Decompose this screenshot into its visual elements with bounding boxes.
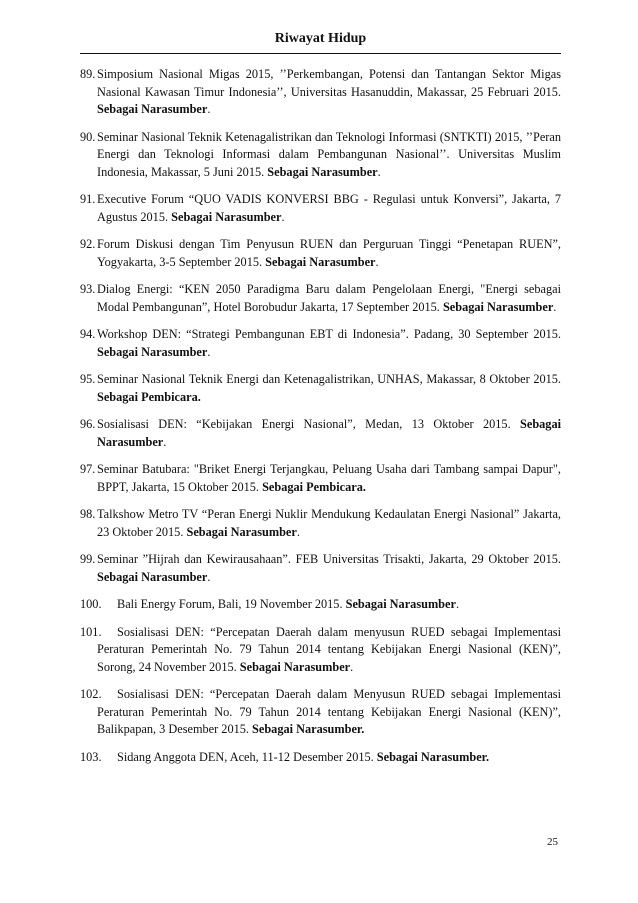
item-text: Simposium Nasional Migas 2015, ’’Perkembangan, Potensi dan Tantangan Sektor Migas Nasional Kawasan Timur Indonesia’’, Universitas Hasanuddin, Makassar, 25 Februari 2015. (97, 67, 561, 99)
item-end: . (207, 344, 211, 359)
list-item (80, 624, 561, 677)
item-role: Sebagai Narasumber (171, 209, 282, 224)
item-text: Seminar Nasional Teknik Energi dan Ketenagalistrikan, UNHAS, Makassar, 8 Oktober 2015. (97, 372, 561, 386)
item-text: Bali Energy Forum, Bali, 19 November 2015. (117, 597, 343, 611)
item-end: . (350, 659, 354, 674)
item-number: 101. (80, 624, 102, 639)
item-number: 89. (80, 67, 96, 81)
item-text: Dialog Energi: “KEN 2050 Paradigma Baru dalam Pengelolaan Energi, "Energi sebagai Modal Pembangunan”, Hotel Borobudur Jakarta, 17 September 2015. (97, 282, 561, 314)
item-number: 91. (80, 192, 96, 206)
item-text: Seminar ”Hijrah dan Kewirausahaan”. FEB Universitas Trisakti, Jakarta, 29 Oktober 2015. (97, 552, 561, 566)
item-number: 95. (80, 372, 96, 386)
item-end: . (163, 434, 167, 449)
item-end: . (553, 299, 557, 314)
item-role: Sebagai Narasumber (97, 102, 208, 116)
item-number: 94. (80, 327, 96, 341)
item-role: Sebagai Narasumber (97, 569, 208, 584)
item-text: Seminar Nasional Teknik Ketenagalistrikan dan Teknologi Informasi (SNTKTI) 2015, ’’Peran Energi dan Teknologi Informasi dalam Pembangunan Nasional’’. Universitas Muslim Indonesia, Makassar, 5 Juni 2015. (97, 129, 561, 179)
item-number: 98. (80, 507, 96, 521)
item-text: Talkshow Metro TV “Peran Energi Nuklir Mendukung Kedaulatan Energi Nasional” Jakarta, 23 Oktober 2015. (97, 507, 561, 539)
item-text: Workshop DEN: “Strategi Pembangunan EBT di Indonesia”. Padang, 30 September 2015. (97, 327, 561, 341)
item-end: . (377, 164, 381, 179)
item-text: Seminar Batubara: "Briket Energi Terjangkau, Peluang Usaha dari Tambang sampai Dapur", BPPT, Jakarta, 15 Oktober 2015. (97, 462, 561, 494)
item-number: 100. (80, 597, 102, 611)
item-role: Sebagai Pembicara. (262, 479, 366, 494)
item-end: . (207, 102, 211, 116)
list-item (80, 506, 561, 541)
item-end: . (375, 254, 379, 269)
list-item (80, 686, 561, 739)
item-number: 96. (80, 417, 96, 431)
item-end: . (207, 569, 211, 584)
item-role: Sebagai Narasumber (345, 597, 456, 611)
item-role: Sebagai Narasumber. (252, 722, 365, 736)
item-number: 97. (80, 462, 96, 476)
item-text: Sidang Anggota DEN, Aceh, 11-12 Desember 2015. (117, 749, 374, 764)
item-role: Sebagai Pembicara. (97, 389, 201, 404)
item-role: Sebagai Narasumber (186, 524, 297, 539)
list-item (80, 461, 561, 496)
page-number: 25 (547, 836, 558, 848)
item-end: . (296, 524, 300, 539)
list-item (80, 596, 561, 614)
item-text: Sosialisasi DEN: “Percepatan Daerah dalam menyusun RUED sebagai Implementasi Peraturan Pemerintah No. 79 Tahun 2014 tentang Kebijakan Energi Nasional (KEN)”, Sorong, 24 November 2015. (97, 624, 561, 674)
list-item (80, 416, 561, 451)
item-role: Sebagai Narasumber (239, 659, 351, 674)
item-number: 93. (80, 282, 96, 296)
list-item (80, 236, 561, 271)
activity-list (80, 66, 561, 776)
list-item (80, 129, 561, 182)
item-role: Sebagai Narasumber (97, 417, 562, 449)
list-item (80, 371, 561, 406)
item-text: Sosialisasi DEN: “Percepatan Daerah dalam Menyusun RUED sebagai Implementasi Peraturan Pemerintah No. 79 Tahun 2014 tentang Kebijakan Energi Nasional (KEN)”, Balikpapan, 3 Desember 2015. (97, 687, 561, 736)
item-number: 92. (80, 237, 96, 251)
item-number: 102. (80, 687, 102, 701)
item-text: Executive Forum “QUO VADIS KONVERSI BBG - Regulasi untuk Konversi”, Jakarta, 7 Agustus 2015. (97, 192, 561, 224)
list-item (80, 66, 561, 119)
item-end: . (455, 597, 460, 611)
item-role: Sebagai Narasumber (97, 344, 208, 359)
item-role: Sebagai Narasumber. (376, 749, 490, 764)
list-item (80, 551, 561, 586)
item-role: Sebagai Narasumber (442, 299, 554, 314)
list-item (80, 281, 561, 316)
item-role: Sebagai Narasumber (267, 164, 378, 179)
list-item (80, 749, 561, 767)
list-item (80, 326, 561, 361)
item-number: 99. (80, 552, 96, 566)
item-text: Sosialisasi DEN: “Kebijakan Energi Nasional”, Medan, 13 Oktober 2015. (97, 417, 511, 431)
list-item (80, 191, 561, 226)
item-number: 90. (80, 129, 96, 144)
page-header-title: Riwayat Hidup (274, 31, 367, 46)
header-rule (80, 53, 561, 54)
item-role: Sebagai Narasumber (265, 254, 376, 269)
item-end: . (281, 209, 285, 224)
item-number: 103. (80, 749, 102, 764)
item-text: Forum Diskusi dengan Tim Penyusun RUEN dan Perguruan Tinggi “Penetapan RUEN”, Yogyakarta, 3-5 September 2015. (97, 237, 561, 269)
